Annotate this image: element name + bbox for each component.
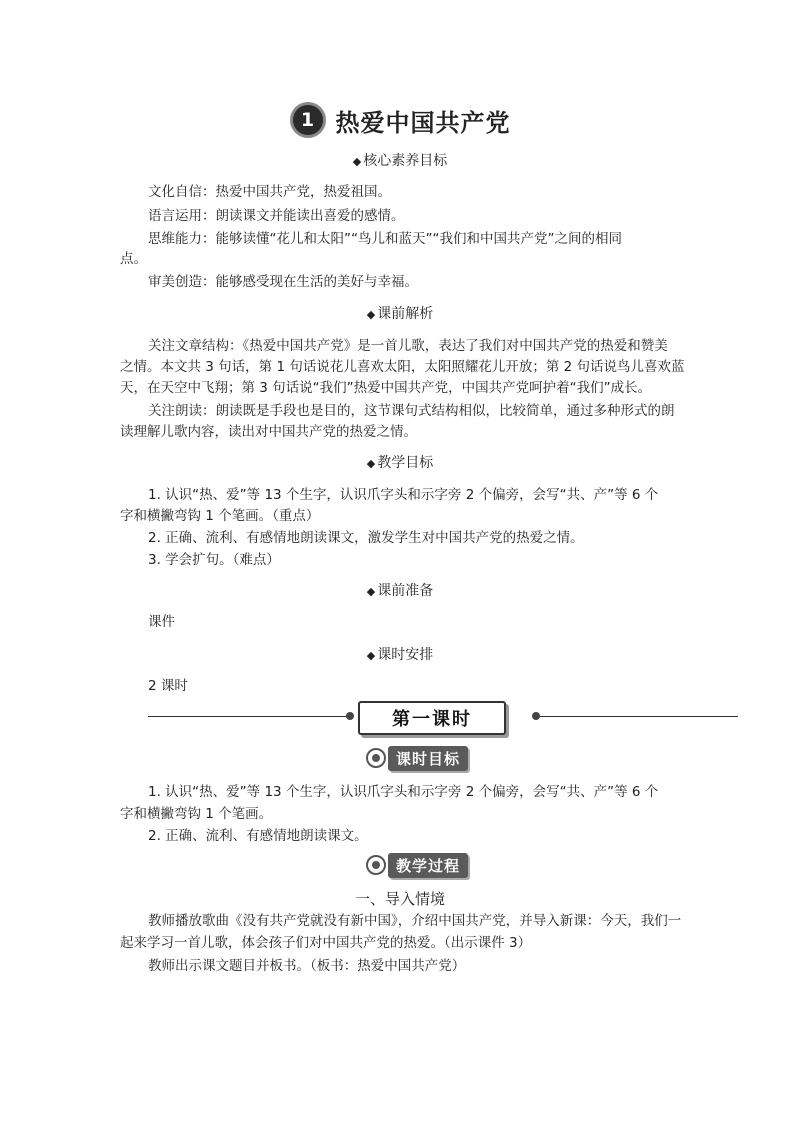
lesson-title	[0, 102, 800, 138]
process-subheading: 一、导入情境	[354, 890, 445, 908]
text-line: 文化自信：热爱中国共产党，热爱祖国。	[148, 184, 391, 200]
diamond-icon: ◆	[352, 155, 362, 168]
text-line: 关注朗读：朗读既是手段也是目的，这节课句式结构相似，比较简单，通过多种形式的朗	[148, 403, 675, 419]
text-line: 2 课时	[148, 678, 188, 694]
diamond-icon: ◆	[366, 649, 376, 662]
diamond-icon: ◆	[366, 585, 376, 598]
lesson-number-badge: 1	[290, 102, 326, 138]
text-line: 读理解儿歌内容，读出对中国共产党的热爱之情。	[120, 424, 417, 440]
text-line: 起来学习一首儿歌，体会孩子们对中国共产党的热爱。（出示课件 3）	[120, 935, 532, 951]
lesson-goals-badge	[366, 746, 468, 770]
lesson-banner: 第一课时	[358, 701, 506, 735]
text-line: 2. 正确、流利、有感情地朗读课文，激发学生对中国共产党的热爱之情。	[148, 530, 584, 546]
text-line: 点。	[120, 251, 147, 267]
text-line: 审美创造：能够感受现在生活的美好与幸福。	[148, 274, 418, 290]
banner-dot-right	[532, 712, 540, 720]
text-line: 思维能力：能够读懂“花儿和太阳”“鸟儿和蓝天”“我们和中国共产党”之间的相同	[148, 231, 622, 247]
text-line: 3. 学会扩句。（难点）	[148, 552, 280, 568]
text-line: 字和横撇弯钩 1 个笔画。（重点）	[120, 508, 320, 524]
badge-label: 课时目标	[388, 746, 468, 771]
text-line: 1. 认识“热、爱”等 13 个生字，认识爪字头和示字旁 2 个偏旁，会写“共、产”等 6 个	[148, 487, 659, 503]
text-line: 字和横撇弯钩 1 个笔画。	[120, 806, 273, 822]
text-line: 1. 认识“热、爱”等 13 个生字，认识爪字头和示字旁 2 个偏旁，会写“共、产”等 6 个	[148, 784, 659, 800]
badge-label: 教学过程	[388, 853, 468, 878]
text-line: 语言运用：朗读课文并能读出喜爱的感情。	[148, 208, 405, 224]
banner-rule-left	[148, 716, 348, 717]
diamond-icon: ◆	[366, 308, 376, 321]
text-line: 天，在天空中飞翔；第 3 句话说“我们”热爱中国共产党，中国共产党呵护着“我们”成长。	[120, 380, 652, 396]
banner-dot-left	[346, 712, 354, 720]
text-line: 2. 正确、流利、有感情地朗读课文。	[148, 828, 368, 844]
text-line: 教师播放歌曲《没有共产党就没有新中国》，介绍中国共产党，并导入新课：今天，我们一	[148, 913, 682, 929]
section-heading-core-goals: ◆ 核心素养目标	[352, 153, 448, 169]
section-heading-preparation: ◆ 课前准备	[366, 583, 434, 599]
teaching-process-badge	[366, 853, 468, 877]
text-line: 之情。本文共 3 句话，第 1 句话说花儿喜欢太阳，太阳照耀花儿开放；第 2 句话说鸟儿喜欢蓝	[120, 359, 685, 375]
text-line: 课件	[148, 614, 175, 630]
page-title: 热爱中国共产党	[335, 108, 511, 137]
target-icon	[366, 855, 386, 875]
banner-rule-right	[540, 716, 738, 717]
target-icon	[366, 748, 386, 768]
text-line: 教师出示课文题目并板书。（板书：热爱中国共产党）	[148, 958, 466, 974]
text-line: 关注文章结构：《热爱中国共产党》是一首儿歌，表达了我们对中国共产党的热爱和赞美	[148, 338, 668, 354]
section-heading-schedule: ◆ 课时安排	[366, 647, 434, 663]
section-heading-teaching-goals: ◆ 教学目标	[366, 455, 434, 471]
diamond-icon: ◆	[366, 457, 376, 470]
section-heading-pre-analysis: ◆ 课前解析	[366, 306, 434, 322]
